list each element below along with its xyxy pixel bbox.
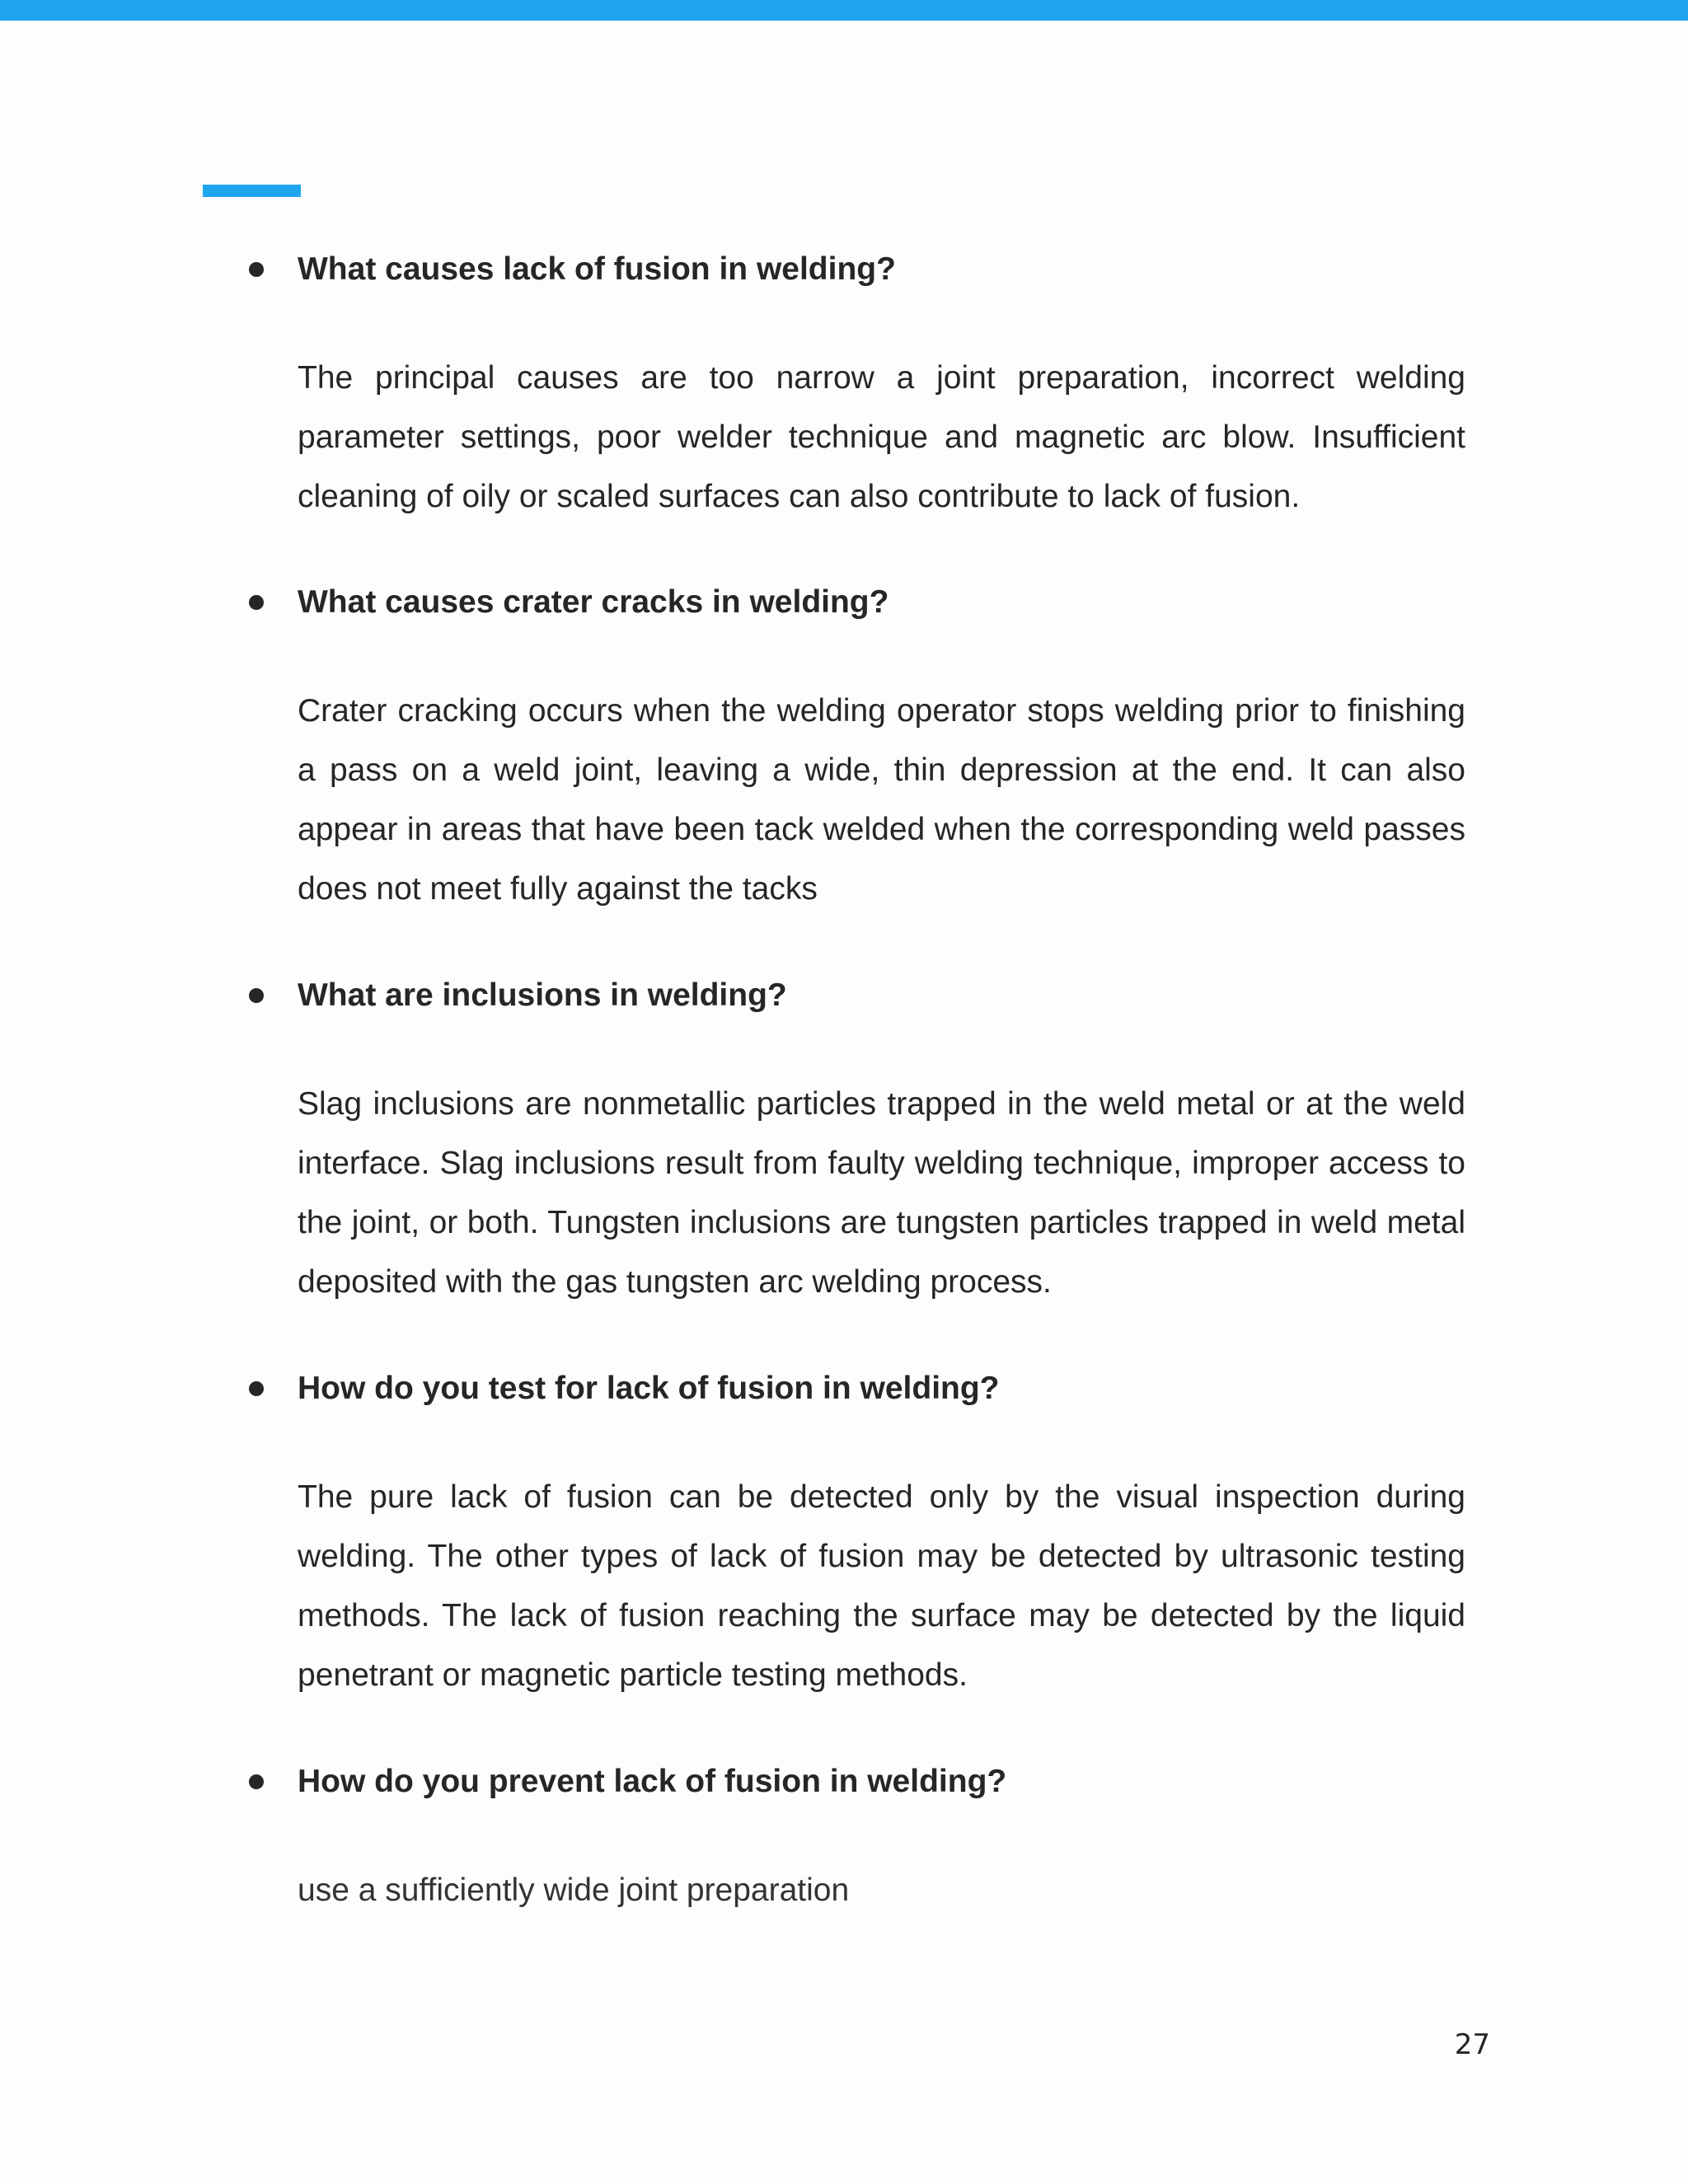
faq-answer: The pure lack of fusion can be detected only by the visual inspection during welding. The other types of lack of fusion may be detected by ultrasonic testing methods. The lack of fusion reaching the surface may be detected by the liquid penetrant or magnetic particle testing methods. — [298, 1479, 1465, 1693]
bullet-icon — [249, 1381, 264, 1396]
faq-answer: Slag inclusions are nonmetallic particles trapped in the weld metal or at the weld interface. Slag inclusions result from faulty welding technique, improper access to the joint, or both. Tungsten inclusions are tungsten particles trapped in weld metal deposited with the gas tungsten arc welding process. — [298, 1086, 1465, 1300]
faq-question: What are inclusions in welding? — [298, 977, 787, 1013]
section-accent-dash — [203, 185, 301, 197]
faq-answer: The principal causes are too narrow a joint preparation, incorrect welding parameter settings, poor welder technique and magnetic arc blow. Insufficient cleaning of oily or scaled surfaces can also contribute to lack of fusion. — [298, 360, 1465, 514]
faq-answer: use a sufficiently wide joint preparation — [298, 1872, 850, 1908]
bullet-icon — [249, 988, 264, 1003]
faq-question: What causes lack of fusion in welding? — [298, 251, 896, 287]
bullet-icon — [249, 262, 264, 277]
bullet-icon — [249, 595, 264, 610]
faq-question: How do you test for lack of fusion in welding? — [298, 1371, 1000, 1406]
faq-question: How do you prevent lack of fusion in welding? — [298, 1764, 1007, 1799]
top-accent-bar — [0, 0, 1688, 21]
bullet-icon — [249, 1774, 264, 1789]
faq-answer: Crater cracking occurs when the welding operator stops welding prior to finishing a pass on a weld joint, leaving a wide, thin depression at the end. It can also appear in areas that have been tack welded when the corresponding weld passes does not meet fully against the tacks — [298, 693, 1465, 907]
page-number: 27 — [1454, 2028, 1490, 2061]
faq-question: What causes crater cracks in welding? — [298, 584, 889, 620]
